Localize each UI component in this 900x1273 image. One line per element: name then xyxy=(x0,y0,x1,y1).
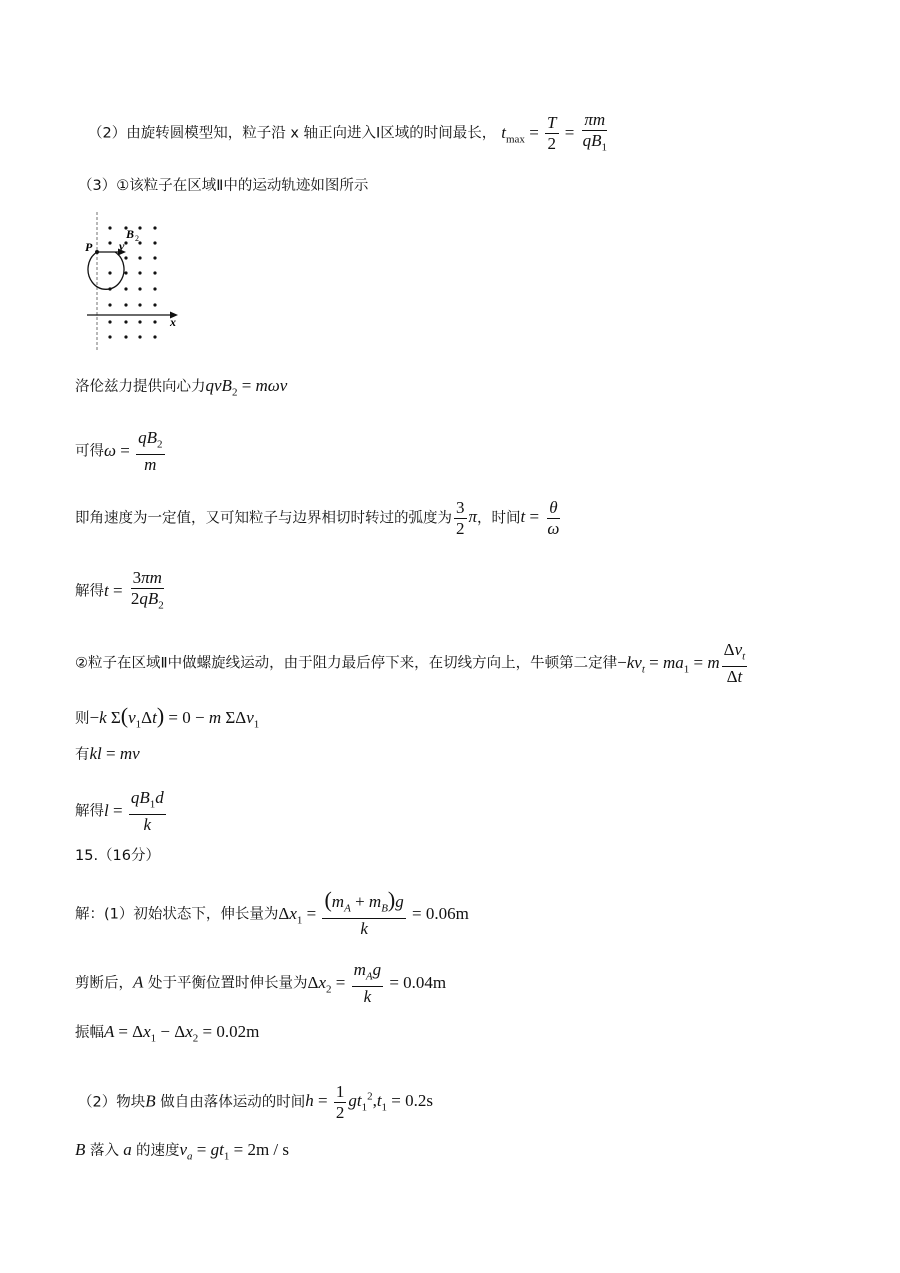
solution-line-4 xyxy=(75,428,167,475)
line-text: 洛伦兹力提供向心力 xyxy=(75,379,206,395)
label-x: x xyxy=(170,315,176,329)
equation-kl: kl = mv xyxy=(89,744,140,763)
equation-newton: $-kv_t = ma_1 = m$ $\frac{\Delta v_t}{\Delta t}$ xyxy=(617,640,746,687)
equation-lorentz: qvB$_2$ = mωv xyxy=(205,376,288,399)
amp-value: = 0.02m xyxy=(202,1022,260,1041)
line-text: 即角速度为一定值，又可知粒子与边界相切时转过的弧度为 xyxy=(75,510,452,527)
equation-amplitude: $A = \Delta x_1 - \Delta x_2 = 0.02m$ xyxy=(104,1022,260,1045)
var-b: B xyxy=(75,1140,86,1159)
line-text: 解得 xyxy=(75,803,104,820)
equation-t-result: t = $\frac{3\pi m}{2qB_2}$ xyxy=(104,568,164,612)
label-b: B xyxy=(126,227,135,241)
line-text: 有 xyxy=(75,747,90,763)
solution-line-1 xyxy=(88,110,611,157)
equation-tmax: $t_{max}$ = $\frac{T}{2}$ = $\frac{\pi m}{qB_1}$ xyxy=(501,110,607,154)
angle-value: $\frac{3}{2}$ π xyxy=(456,498,478,538)
equation-va: $v_a = gt_1 = 2m / s$ xyxy=(179,1140,290,1163)
line-text: （2）物块 xyxy=(78,1094,146,1111)
solution-line-7 xyxy=(75,640,749,687)
dx1-value: = 0.06m xyxy=(412,903,469,923)
label-v: v xyxy=(119,239,125,253)
dx2-value: = 0.04m xyxy=(389,972,447,992)
solution-line-10 xyxy=(75,788,168,835)
equation-sum: −k $\Sigma(v_1\Delta t) = 0 - m$ ΣΔv$_1$ xyxy=(89,703,260,731)
line-text-mid: ，时间 xyxy=(477,510,521,527)
line-text: （2）由旋转圆模型知，粒子沿 x 轴正向进入Ⅰ区域的时间最长， xyxy=(88,125,497,142)
trajectory-arc xyxy=(88,252,124,289)
solution-line-3 xyxy=(75,376,287,402)
trajectory-figure xyxy=(82,210,192,360)
solution-line-15 xyxy=(78,1082,433,1123)
line-text: ②粒子在区域Ⅱ中做螺旋线运动，由于阻力最后停下来，在切线方向上，牛顿第二定律 xyxy=(75,655,618,672)
line-text: 剪断后， xyxy=(75,975,133,992)
solution-line-6 xyxy=(75,568,168,615)
problem-15-heading: 15.（16分） xyxy=(75,848,161,864)
equation-t: t = $\frac{\theta}{\omega}$ xyxy=(520,498,560,538)
line-text-rest: 的速度 xyxy=(136,1143,180,1159)
equation-freefall: h = $\frac{1}{2}$ $gt_1^2,t_1 = 0.2s$ xyxy=(305,1082,433,1122)
magnetic-field-dots xyxy=(108,226,156,338)
solution-line-16 xyxy=(75,1140,289,1166)
solution-line-13 xyxy=(75,960,446,1007)
var-b: B xyxy=(145,1091,156,1111)
line-text: 解：(1）初始状态下，伸长量为 xyxy=(75,906,279,923)
solution-line-5 xyxy=(75,498,563,539)
line-text: 振幅 xyxy=(75,1025,104,1041)
equation-dx1: $\Delta x_1$ = $\frac{(m_A + m_B)g}{k}$ = 0.06m xyxy=(278,887,469,939)
solution-line-14 xyxy=(75,1022,259,1048)
solution-line-2: （3）①该粒子在区域Ⅱ中的运动轨迹如图所示 xyxy=(78,178,369,194)
equation-l: l = $\frac{qB_1d}{k}$ xyxy=(104,788,164,835)
var-a-lower: a xyxy=(119,1140,136,1159)
solution-line-8 xyxy=(75,703,260,734)
solution-line-12 xyxy=(75,887,469,939)
label-p: P xyxy=(85,240,93,254)
t1-value: = 0.2s xyxy=(391,1091,433,1111)
line-text: 则 xyxy=(75,711,90,727)
va-value: = 2m / s xyxy=(233,1140,290,1159)
line-text-rest: 做自由落体运动的时间 xyxy=(155,1094,306,1111)
line-text-rest: 处于平衡位置时伸长量为 xyxy=(143,975,308,992)
var-a: A xyxy=(133,972,144,992)
label-b-sub: 2 xyxy=(135,234,139,243)
equation-dx2: $\Delta x_2$ = $\frac{m_Ag}{k}$ = 0.04m xyxy=(307,960,447,1007)
line-text: 可得 xyxy=(75,443,104,460)
equation-omega: ω = $\frac{qB_2}{m}$ xyxy=(104,428,163,475)
line-text: 落入 xyxy=(85,1143,119,1159)
line-text: 解得 xyxy=(75,583,104,600)
solution-line-9 xyxy=(75,744,140,765)
